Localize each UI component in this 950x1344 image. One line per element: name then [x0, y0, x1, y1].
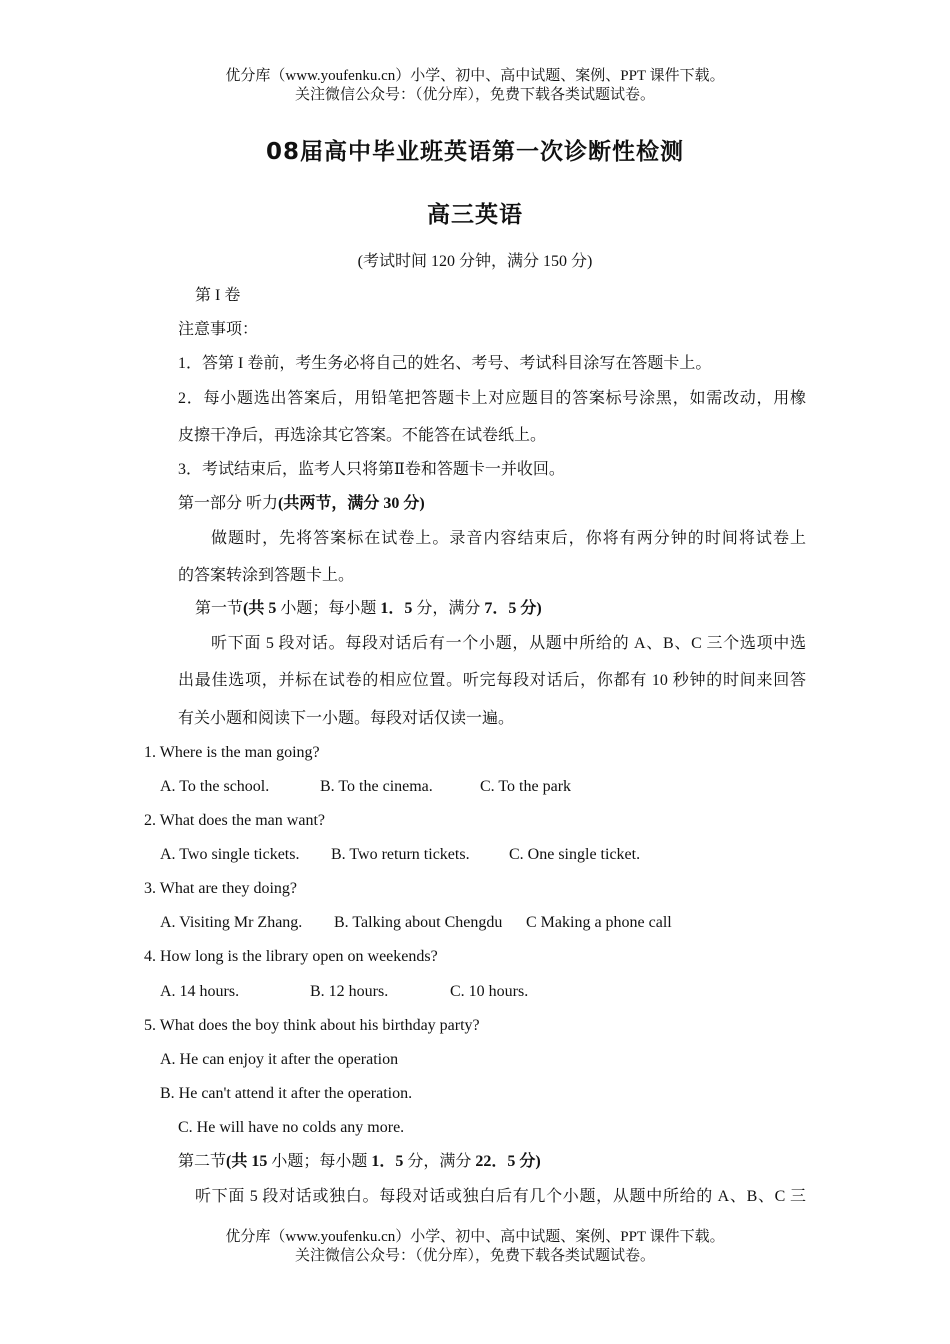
section1-intro-line-3: 有关小题和阅读下一小题。每段对话仅读一遍。 [178, 710, 515, 727]
section1-heading-each: 小题；每小题 [276, 600, 381, 617]
question-2-option-a: A. Two single tickets. [160, 846, 300, 863]
section2-intro-line-1: 听下面 5 段对话或独白。每段对话或独白后有几个小题，从题中所给的 A、B、C 三 [195, 1188, 806, 1205]
part1-heading-paren: (共两节，满分 [278, 495, 384, 512]
exam-title: 08届高中毕业班英语第一次诊断性检测 [265, 139, 684, 165]
question-4-option-a: A. 14 hours. [160, 983, 240, 1000]
notice-heading: 注意事项： [178, 321, 259, 338]
part1-intro-line-2: 的答案转涂到答题卡上。 [178, 567, 355, 584]
section1-heading-paren: (共 [243, 600, 269, 617]
footer-line-2: 关注微信公众号：（优分库），免费下载各类试题试卷。 [294, 1248, 655, 1264]
notice-item-2-line-1: 2．每小题选出答案后，用铅笔把答题卡上对应题目的答案标号涂黑，如需改动，用橡 [178, 390, 806, 407]
section1-intro-line-1: 听下面 5 段对话。每段对话后有一个小题，从题中所给的 A、B、C 三个选项中选 [211, 635, 806, 652]
section1-heading-each-score: 1．5 [380, 600, 413, 617]
footer-line-1: 优分库（www.youfenku.cn）小学、初中、高中试题、案例、PPT 课件下载。 [225, 1229, 725, 1245]
notice-item-2-line-2: 皮擦干净后，再选涂其它答案。不能答在试卷纸上。 [178, 427, 547, 444]
section1-heading [195, 598, 542, 620]
section2-heading-label: 第二节 [178, 1153, 227, 1170]
question-1-option-c: C. To the park [480, 778, 572, 795]
part1-heading-label: 第一部分 听力 [178, 495, 279, 512]
section1-heading-unit: 分) [516, 600, 542, 617]
question-3-option-c: C Making a phone call [526, 914, 672, 931]
question-3-stem: 3. What are they doing? [144, 880, 297, 897]
notice-item-3: 3．考试结束后，监考人只将第Ⅱ卷和答题卡一并收回。 [178, 461, 565, 478]
question-3-option-b: B. Talking about Chengdu [334, 914, 503, 931]
part1-heading [178, 493, 425, 515]
question-5-option-c: C. He will have no colds any more. [178, 1119, 405, 1136]
part1-heading-unit: 分) [399, 495, 425, 512]
question-1-stem: 1. Where is the man going? [144, 744, 320, 761]
section2-heading [178, 1151, 541, 1173]
exam-info: (考试时间 120 分钟，满分 150 分) [357, 253, 593, 270]
exam-subtitle: 高三英语 [427, 202, 523, 228]
question-5-option-a: A. He can enjoy it after the operation [160, 1051, 399, 1068]
part1-heading-score: 30 [383, 495, 400, 512]
header-line-1: 优分库（www.youfenku.cn）小学、初中、高中试题、案例、PPT 课件下载。 [225, 68, 725, 84]
section2-heading-total: 分，满分 [403, 1153, 476, 1170]
question-5-stem: 5. What does the boy think about his birthday party? [144, 1017, 480, 1034]
section1-heading-total: 分，满分 [412, 600, 485, 617]
section1-heading-count: 5 [268, 600, 277, 617]
question-1-option-b: B. To the cinema. [320, 778, 433, 795]
question-2-stem: 2. What does the man want? [144, 812, 325, 829]
question-4-stem: 4. How long is the library open on weekends? [144, 948, 438, 965]
section2-heading-count: 15 [251, 1153, 268, 1170]
question-2-option-c: C. One single ticket. [509, 846, 641, 863]
page-header [0, 67, 950, 105]
header-line-2: 关注微信公众号：（优分库），免费下载各类试题试卷。 [294, 87, 655, 103]
section2-heading-each: 小题；每小题 [267, 1153, 372, 1170]
notice-item-1: 1．答第 I 卷前，考生务必将自己的姓名、考号、考试科目涂写在答题卡上。 [178, 355, 712, 372]
section1-heading-total-score: 7．5 [484, 600, 517, 617]
section1-intro-line-2: 出最佳选项，并标在试卷的相应位置。听完每段对话后，你都有 10 秒钟的时间来回答 [178, 672, 806, 689]
section2-heading-paren: (共 [226, 1153, 252, 1170]
question-1-option-a: A. To the school. [160, 778, 270, 795]
part1-intro-line-1: 做题时，先将答案标在试卷上。录音内容结束后，你将有两分钟的时间将试卷上 [211, 530, 806, 547]
question-4-option-b: B. 12 hours. [310, 983, 389, 1000]
question-3-option-a: A. Visiting Mr Zhang. [160, 914, 303, 931]
section2-heading-each-score: 1．5 [371, 1153, 404, 1170]
question-4-option-c: C. 10 hours. [450, 983, 529, 1000]
question-5-option-b: B. He can't attend it after the operation. [160, 1085, 413, 1102]
volume-label: 第 I 卷 [195, 287, 241, 304]
page-footer [0, 1228, 950, 1266]
section2-heading-total-score: 22．5 [475, 1153, 516, 1170]
section2-heading-unit: 分) [515, 1153, 541, 1170]
question-2-option-b: B. Two return tickets. [331, 846, 470, 863]
section1-heading-label: 第一节 [195, 600, 244, 617]
